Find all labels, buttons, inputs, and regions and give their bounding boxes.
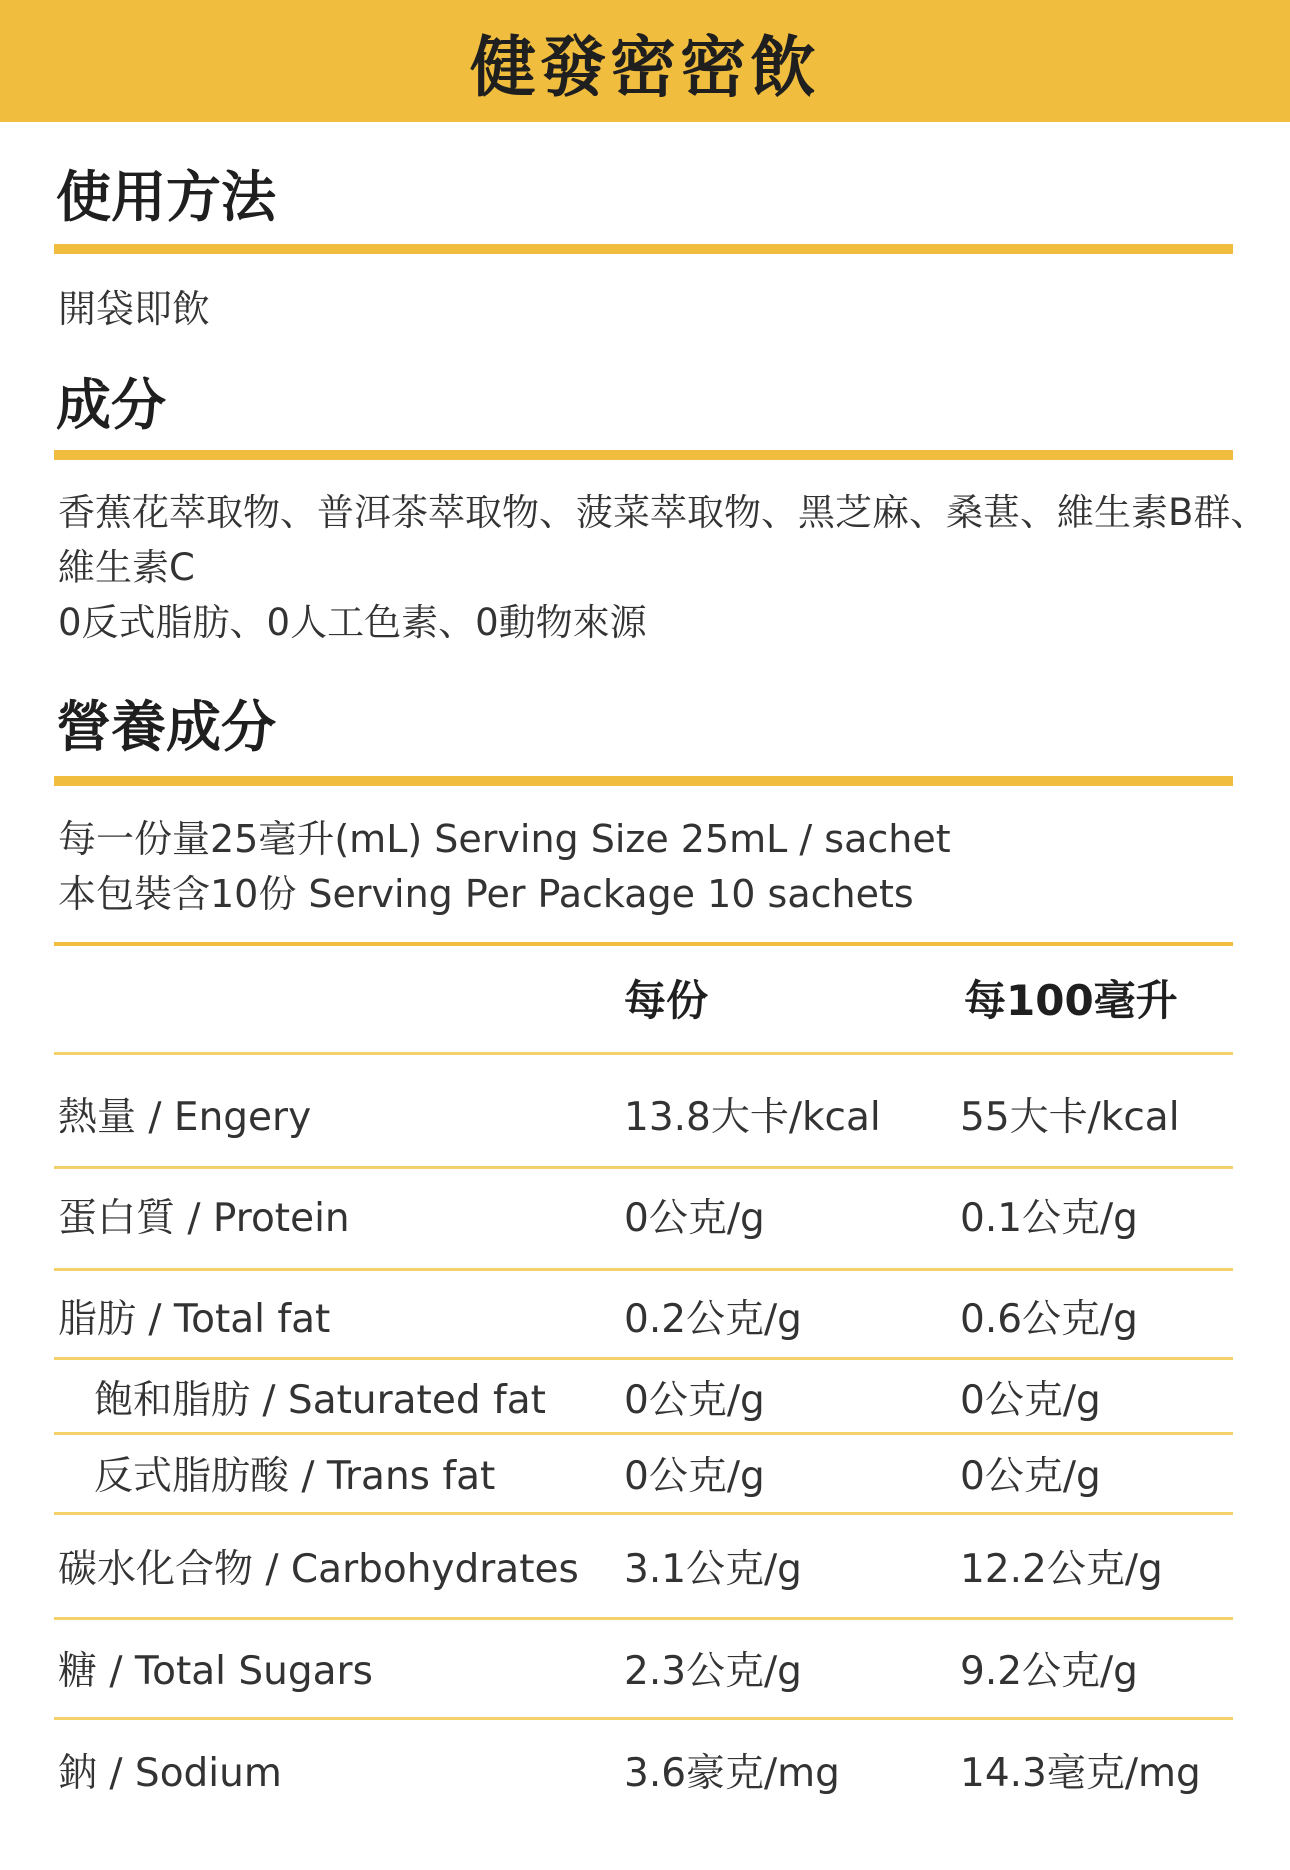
per-100ml-value: 0.1公克/g	[960, 1196, 1138, 1241]
table-divider	[54, 1357, 1233, 1360]
table-divider	[54, 1166, 1233, 1169]
nutrient-name: 糖 / Total Sugars	[58, 1649, 373, 1694]
table-divider	[54, 1052, 1233, 1055]
nutrient-name: 反式脂肪酸 / Trans fat	[94, 1454, 496, 1499]
nutrient-name: 飽和脂肪 / Saturated fat	[94, 1378, 546, 1423]
per-100ml-value: 0.6公克/g	[960, 1297, 1138, 1342]
ingredients-line-1: 香蕉花萃取物、普洱茶萃取物、菠菜萃取物、黑芝麻、桑葚、維生素B群、	[58, 491, 1268, 534]
table-divider	[54, 1617, 1233, 1620]
nutrition-heading: 營養成分	[56, 695, 277, 759]
usage-text: 開袋即飲	[58, 287, 211, 331]
per-100ml-value: 14.3毫克/mg	[960, 1751, 1201, 1796]
nutrient-name: 蛋白質 / Protein	[58, 1196, 350, 1241]
table-divider	[54, 1432, 1233, 1435]
per-100ml-value: 55大卡/kcal	[960, 1095, 1180, 1140]
ingredients-line-2: 維生素C	[58, 546, 195, 589]
nutrient-name: 脂肪 / Total fat	[58, 1297, 331, 1342]
per-serving-value: 0公克/g	[624, 1378, 765, 1423]
table-top-rule	[54, 942, 1233, 946]
per-100ml-value: 0公克/g	[960, 1378, 1101, 1423]
ingredients-line-3: 0反式脂肪、0人工色素、0動物來源	[58, 601, 647, 644]
column-header-per-100ml: 每100毫升	[964, 976, 1178, 1025]
per-serving-value: 0.2公克/g	[624, 1297, 802, 1342]
per-serving-value: 0公克/g	[624, 1454, 765, 1499]
per-serving-value: 2.3公克/g	[624, 1649, 802, 1694]
nutrient-name: 碳水化合物 / Carbohydrates	[58, 1547, 579, 1592]
servings-per-package-text: 本包裝含10份 Serving Per Package 10 sachets	[58, 872, 914, 916]
per-serving-value: 3.1公克/g	[624, 1547, 802, 1592]
per-serving-value: 0公克/g	[624, 1196, 765, 1241]
title-banner	[0, 0, 1290, 122]
per-100ml-value: 9.2公克/g	[960, 1649, 1138, 1694]
per-100ml-value: 12.2公克/g	[960, 1547, 1163, 1592]
nutrient-name: 鈉 / Sodium	[58, 1751, 282, 1796]
nutrition-divider	[54, 776, 1233, 786]
ingredients-heading: 成分	[56, 373, 167, 437]
column-header-per-serving: 每份	[624, 976, 709, 1025]
serving-size-text: 每一份量25毫升(mL) Serving Size 25mL / sachet	[58, 817, 951, 861]
usage-divider	[54, 244, 1233, 254]
per-serving-value: 3.6豪克/mg	[624, 1751, 840, 1796]
table-divider	[54, 1717, 1233, 1720]
nutrient-name: 熱量 / Engery	[58, 1095, 312, 1140]
table-divider	[54, 1512, 1233, 1515]
per-serving-value: 13.8大卡/kcal	[624, 1095, 881, 1140]
usage-heading: 使用方法	[56, 165, 277, 229]
ingredients-divider	[54, 450, 1233, 460]
table-divider	[54, 1268, 1233, 1271]
product-title: 健發密密飲	[470, 28, 820, 106]
per-100ml-value: 0公克/g	[960, 1454, 1101, 1499]
